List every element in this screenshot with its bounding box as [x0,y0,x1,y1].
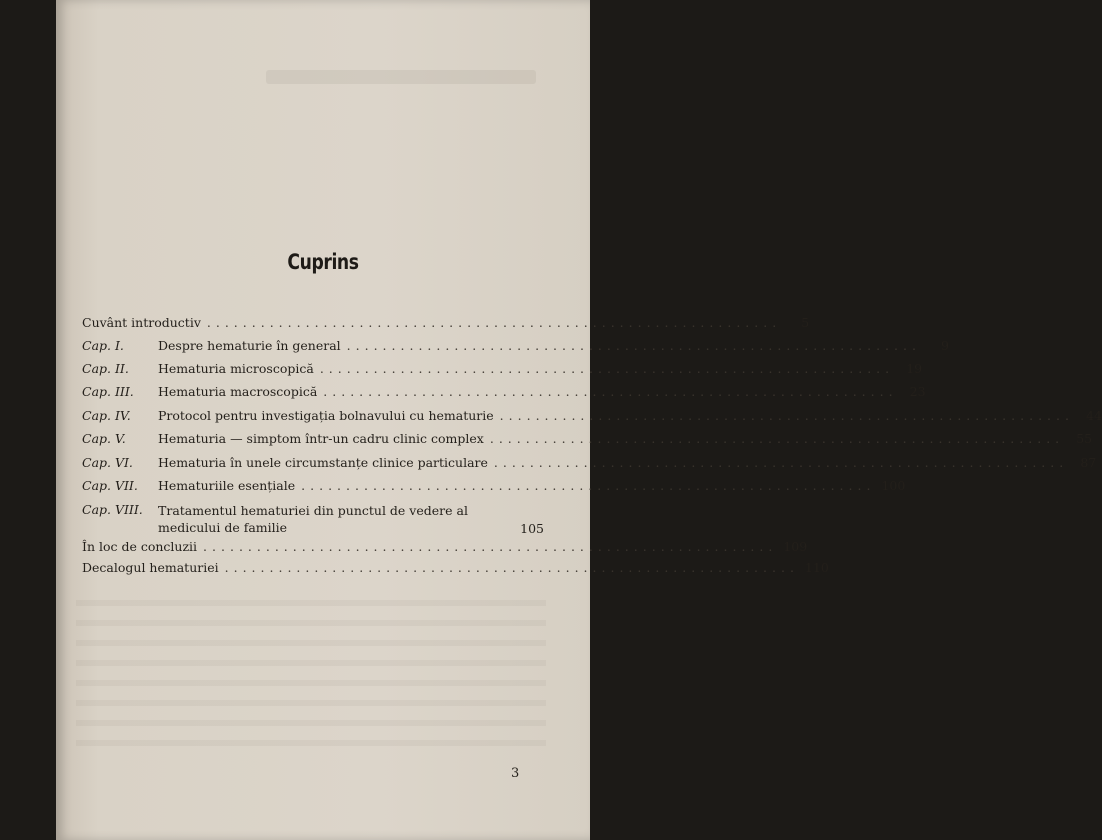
toc-entry [82,431,1093,446]
toc-entry-page: 44 [1086,408,1102,423]
toc-entry-page: 55 [1076,431,1093,446]
toc-entry-page: 110 [804,560,829,575]
toc-entry-title: Decalogul hematuriei [82,560,219,575]
dot-leader: ................................................................ [493,455,1069,470]
chapter-label: Cap. III. [82,384,134,399]
toc-entry [82,455,1097,470]
toc-entry [82,408,1102,423]
toc-entry-title: Cuvânt introductiv [82,315,201,330]
toc-entry-page: 87 [1080,455,1097,470]
toc-entry [82,384,926,399]
dot-leader: ................................................................ [346,338,921,353]
toc-entry-page: 100 [881,478,906,493]
toc-entry-page: 105 [520,521,544,536]
dot-leader: ................................................................ [319,361,895,376]
dot-leader: ................................................................ [224,560,799,575]
page-number: 3 [511,766,520,781]
toc-entry-title: Hematuria — simptom într-un cadru clinic complex [158,431,484,446]
toc-entry-title: Hematuria microscopică [158,361,314,376]
toc-entry-title: Hematuria macroscopică [158,384,318,399]
table-of-contents [56,0,1102,840]
dot-leader: ................................................................ [206,315,782,330]
toc-entry-page: 19 [906,361,923,376]
toc-entry [82,539,808,554]
toc-entry-title: În loc de concluzii [82,539,198,554]
toc-entry-title: Protocol pentru investigația bolnavului cu hematurie [158,408,494,423]
dot-leader: ................................................................ [301,478,876,493]
toc-entry [82,361,923,376]
dot-leader: ................................................................ [203,539,778,554]
toc-entry-title: Hematuriile esențiale [158,478,296,493]
toc-entry-page: 5 [801,315,810,330]
chapter-label: Cap. I. [82,338,124,353]
toc-entry-page: 9 [941,338,949,353]
book-page [56,0,1102,840]
page-title: Cuprins [287,250,359,274]
chapter-label: Cap. VI. [82,455,133,470]
toc-entry [82,478,906,493]
dot-leader: ................................................................ [499,408,1074,423]
toc-entry [82,502,544,536]
toc-entry [82,560,829,575]
dot-leader: ................................................................ [323,384,898,399]
toc-entry [82,338,949,353]
chapter-label: Cap. V. [82,431,126,446]
chapter-label: Cap. IV. [82,408,131,423]
dot-leader: ................................................................ [489,431,1065,446]
chapter-label: Cap. II. [82,361,129,376]
toc-entry-page: 23 [909,384,926,399]
toc-entry-title: Hematuria în unele circumstanțe clinice particulare [158,455,488,470]
toc-entry [82,315,810,330]
chapter-label: Cap. VII. [82,478,138,493]
toc-entry-title: Despre hematurie în general [158,338,341,353]
toc-entry-page: 109 [783,539,808,554]
chapter-label: Cap. VIII. [82,502,143,517]
toc-entry-title: Tratamentul hematuriei din punctul de vedere al medicului de familie [158,503,468,535]
